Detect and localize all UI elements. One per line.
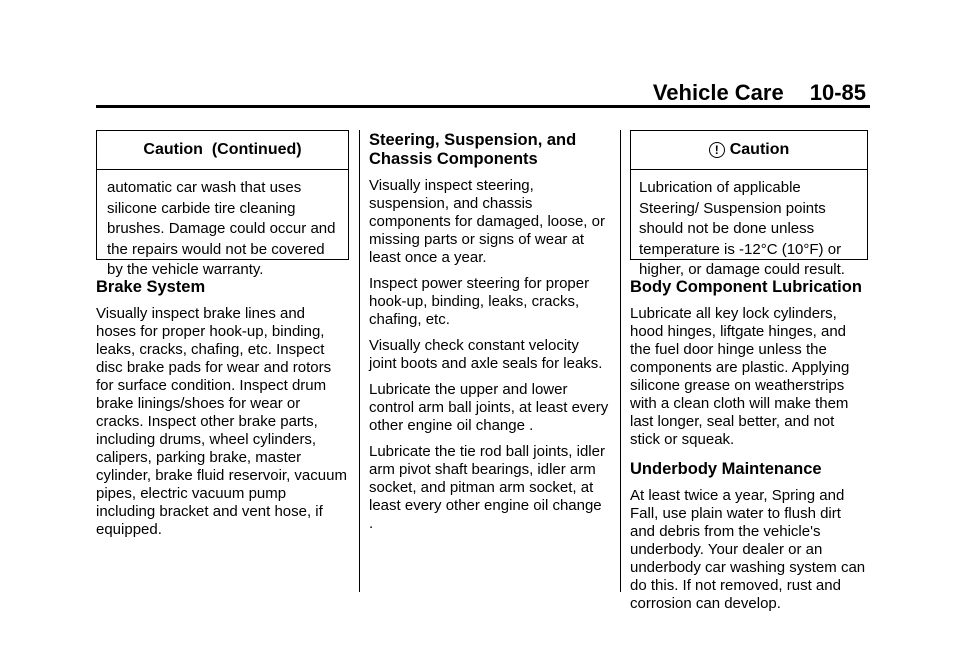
column-divider-left: [359, 130, 360, 592]
underbody-heading: Underbody Maintenance: [630, 460, 822, 478]
caution-icon: !: [709, 142, 725, 158]
header-rule: [96, 105, 870, 108]
column-3: [630, 130, 868, 613]
body-lubrication-heading: Body Component Lubrication: [630, 278, 862, 296]
underbody-text: At least twice a year, Spring and Fall, use plain water to flush dirt and debris from the vehicle's underbody. Your dealer or an underbody car washing system can do this. If not removed, rust and corrosion can develop.: [630, 487, 866, 612]
steering-para-2: Inspect power steering for proper hook-up, binding, leaks, cracks, chafing, etc.: [369, 275, 590, 328]
column-2: [369, 130, 609, 533]
section-title: Vehicle Care: [652, 80, 784, 105]
caution-continued-text: automatic car wash that uses silicone carbide tire cleaning brushes. Damage could occur and the repairs would not be covered by the vehicle warranty.: [107, 179, 336, 278]
caution-title-bar: [631, 131, 867, 170]
steering-para-3: Visually check constant velocity joint boots and axle seals for leaks.: [369, 337, 603, 372]
column-1: [96, 130, 349, 539]
caution-box: [630, 130, 868, 278]
caution-title: Caution: [729, 141, 790, 158]
brake-system-text: Visually inspect brake lines and hoses for proper hook-up, binding, leaks, cracks, chafing, etc. Inspect disc brake pads for wear and rotors for surface condition. Inspect drum brake linings/shoes for wear or cracks. Inspect other brake parts, including drums, wheel cylinders, calipers, parking brake, master cylinder, brake fluid reservoir, vacuum pipes, electric vacuum pump including bracket and vent hose, if equipped.: [96, 305, 347, 538]
caution-continued-box: [96, 130, 349, 278]
page-number: 10-85: [809, 80, 866, 105]
steering-suspension-heading: Steering, Suspension, and Chassis Components: [369, 131, 577, 168]
caution-text: Lubrication of applicable Steering/ Suspension points should not be done unless temperature is -12°C (10°F) or higher, or damage could result.: [639, 179, 845, 278]
page-header: [653, 82, 866, 104]
column-divider-right: [620, 130, 621, 592]
body-lubrication-text: Lubricate all key lock cylinders, hood hinges, liftgate hinges, and the fuel door hinge unless the components are plastic. Applying silicone grease on weatherstrips with a clean cloth will make them last longer, seal better, and not stick or squeak.: [630, 305, 850, 448]
caution-continued-title: Caution (Continued): [97, 131, 348, 170]
brake-system-heading: Brake System: [96, 278, 206, 296]
steering-para-1: Visually inspect steering, suspension, and chassis components for damaged, loose, or missing parts or signs of wear at least once a year.: [369, 177, 605, 266]
steering-para-5: Lubricate the tie rod ball joints, idler arm pivot shaft bearings, idler arm socket, and pitman arm socket, at least every other engine oil change .: [369, 443, 605, 532]
steering-para-4: Lubricate the upper and lower control arm ball joints, at least every other engine oil change .: [369, 381, 609, 434]
